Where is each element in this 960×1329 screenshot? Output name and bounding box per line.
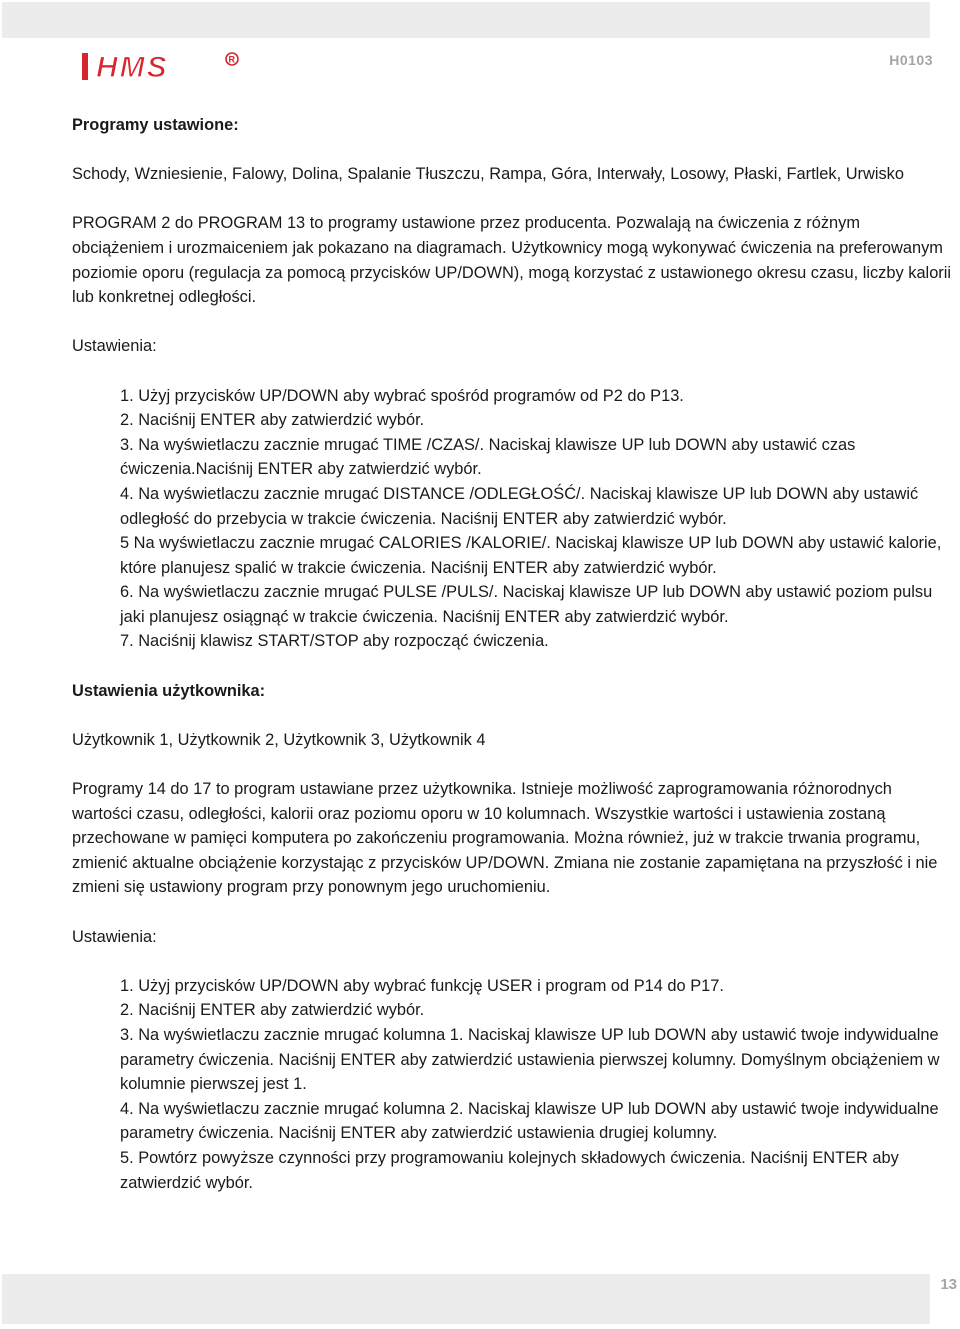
users-list: Użytkownik 1, Użytkownik 2, Użytkownik 3, Użytkownik 4 [72,730,486,749]
logo-wordmark: HMS [96,51,169,82]
list-item: 6. Na wyświetlaczu zacznie mrugać PULSE /PULS/. Naciskaj klawisze UP lub DOWN aby ustawić poziom pulsu jaki planujesz osiągnąć w trakcie ćwiczenia. Naciśnij ENTER aby zatwierdzić wybór. [120,583,933,626]
document-code: H0103 [889,52,933,68]
preset-settings-steps [72,384,952,655]
settings-heading-1: Ustawienia: [72,337,157,356]
list-item: 5. Powtórz powyższe czynności przy programowaniu kolejnych składowych ćwiczenia. Naciśnij ENTER aby zatwierdzić wybór. [120,1148,899,1192]
preset-programs-list: Schody, Wzniesienie, Falowy, Dolina, Spalanie Tłuszczu, Rampa, Góra, Interwały, Losowy, Płaski, Fartlek, Urwisko [72,165,904,184]
settings-heading-2: Ustawienia: [72,927,157,946]
hms-logo [80,50,250,82]
list-item: 1. Użyj przycisków UP/DOWN aby wybrać funkcję USER i program od P14 do P17. [120,976,724,995]
list-item: 3. Na wyświetlaczu zacznie mrugać TIME /CZAS/. Naciskaj klawisze UP lub DOWN aby ustawić czas ćwiczenia.Naciśnij ENTER aby zatwierdzić wybór. [120,435,856,479]
section-heading-preset-programs: Programy ustawione: [72,116,239,134]
user-settings-steps [72,974,952,1195]
footer-band [2,1274,930,1324]
page-number: 13 [940,1276,957,1293]
page-content [72,113,952,1195]
user-programs-description: Programy 14 do 17 to program ustawiane przez użytkownika. Istnieje możliwość zaprogramowania różnorodnych wartości czasu, odległości, kalorii oraz poziomu oporu w 10 kolumnach. Wszystkie wartości i ustawienia zostaną przechowane w pamięci komputera po zakończeniu programowania. Można również, już w trakcie trwania programu, zmienić aktualne obciążenie korzystając z przycisków UP/DOWN. Zmiana nie zostanie zapamiętana na przyszłość i nie zmieni się ustawiony program przy ponownym jego uruchomieniu. [72,780,938,897]
list-item: 5 Na wyświetlaczu zacznie mrugać CALORIES /KALORIE/. Naciskaj klawisze UP lub DOWN aby ustawić kalorie, które planujesz spalić w trakcie ćwiczenia. Naciśnij ENTER aby zatwierdzić wybór. [120,534,942,577]
list-item: 2. Naciśnij ENTER aby zatwierdzić wybór. [120,411,425,430]
list-item: 4. Na wyświetlaczu zacznie mrugać DISTANCE /ODLEGŁOŚĆ/. Naciskaj klawisze UP lub DOWN aby ustawić odległość do przebycia w trakcie ćwiczenia. Naciśnij ENTER aby zatwierdzić wybór. [120,484,919,528]
hms-logo-mark [80,50,250,82]
svg-text:R: R [228,54,235,65]
preset-programs-description: PROGRAM 2 do PROGRAM 13 to programy ustawione przez producenta. Pozwalają na ćwiczenia z różnym obciążeniem i urozmaiceniem jak pokazano na diagramach. Użytkownicy mogą wykonywać ćwiczenia na preferowanym poziomie oporu (regulacja za pomocą przycisków UP/DOWN), mogą korzystać z ustawionego okresu czasu, liczby kalorii lub konkretnej odległości. [72,214,952,307]
list-item: 1. Użyj przycisków UP/DOWN aby wybrać spośród programów od P2 do P13. [120,386,684,405]
list-item: 4. Na wyświetlaczu zacznie mrugać kolumna 2. Naciskaj klawisze UP lub DOWN aby ustawić twoje indywidualne parametry ćwiczenia. Naciśnij ENTER aby zatwierdzić ustawienia drugiej kolumny. [120,1099,939,1143]
section-heading-user-settings: Ustawienia użytkownika: [72,681,266,700]
list-item: 2. Naciśnij ENTER aby zatwierdzić wybór. [120,1001,425,1020]
header-band [2,2,930,38]
list-item: 7. Naciśnij klawisz START/STOP aby rozpocząć ćwiczenia. [120,632,549,651]
list-item: 3. Na wyświetlaczu zacznie mrugać kolumna 1. Naciskaj klawisze UP lub DOWN aby ustawić twoje indywidualne parametry ćwiczenia. Naciśnij ENTER aby zatwierdzić ustawienia pierwszej kolumny. Domyślnym obciążeniem w kolumnie pierwszej jest 1. [120,1025,940,1094]
